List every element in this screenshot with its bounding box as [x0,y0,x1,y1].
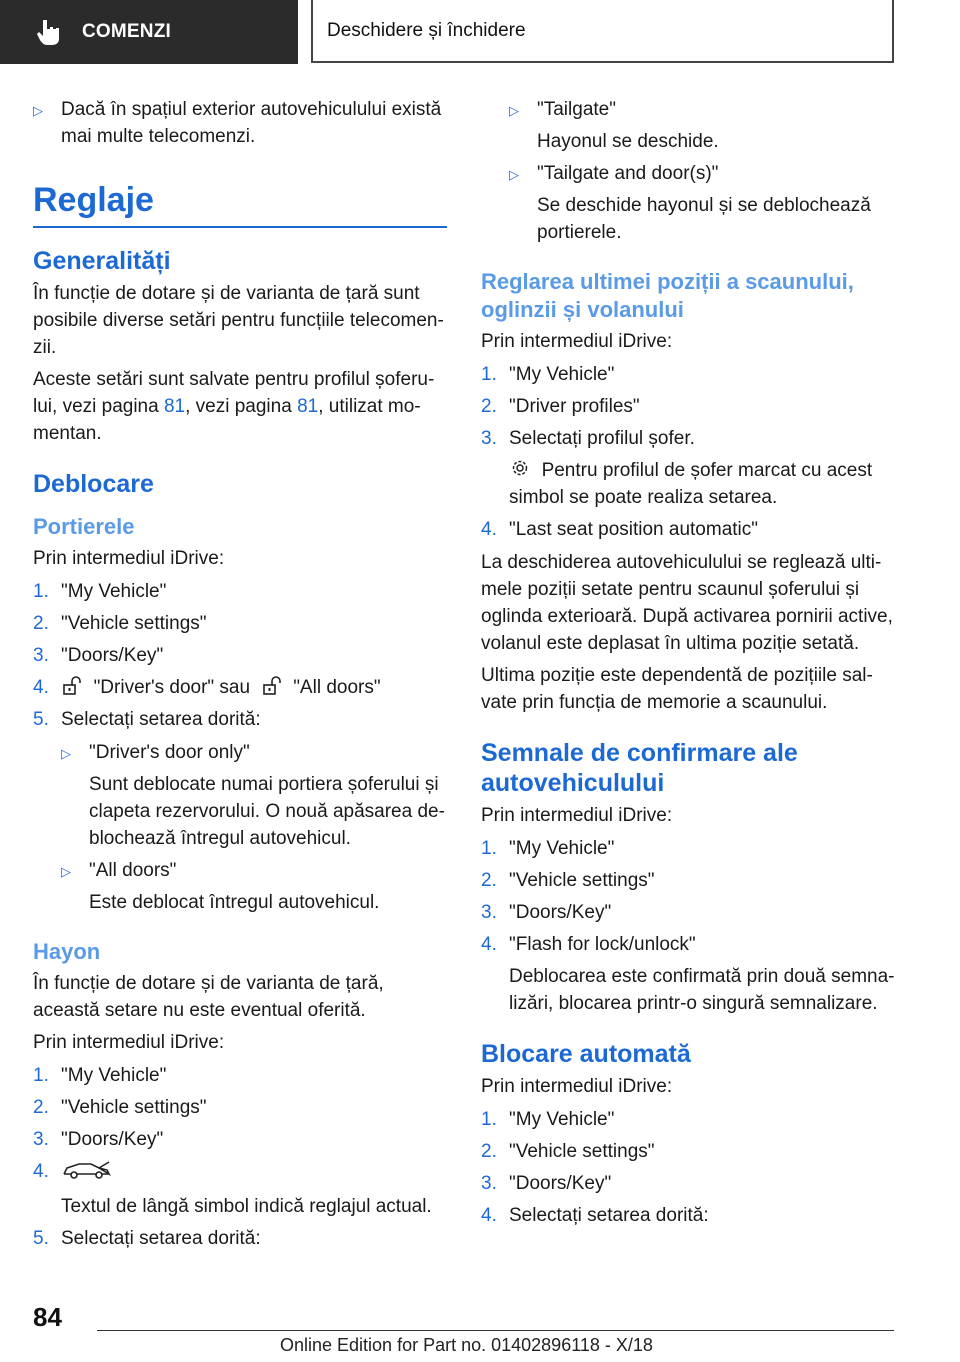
footer-edition: Online Edition for Part no. 01402896118 - X/18 [280,1335,653,1355]
list-item: 4. "Last seat position automatic" [481,519,759,540]
page-header [0,0,960,66]
triangle-bullet-icon: ▷ [61,746,71,761]
list-item: 2. "Vehicle settings" [481,1141,655,1162]
list-item: 2. "Vehicle settings" [481,870,655,891]
list-item: 1. "My Vehicle" [33,1065,167,1086]
unlock-icon [261,676,283,696]
list-item: 4. Textul de lângă simbol indică reglajul actual. [33,1158,447,1220]
list-item: 2. "Vehicle settings" [33,613,207,634]
steps-list [33,578,447,733]
hand-pointer-icon [34,17,64,47]
footer-divider [97,1330,894,1331]
car-tailgate-icon [61,1158,113,1180]
heading-autolock: Blocare automată [481,1040,691,1068]
paragraph: Prin intermediul iDrive: [481,331,673,352]
list-item: 5. Selectați setarea dorită: [33,709,261,730]
paragraph: Aceste setări sunt salvate pentru profilul șoferu‐lui, vezi pagina 81, vezi pagina 81, utilizat mo‐mentan. [33,369,435,444]
heading-confirm: Semnale de confirmare ale autovehiculului [481,739,798,797]
triangle-bullet-icon: ▷ [33,103,43,118]
steps-list [481,361,899,543]
list-item: ▷ "Tailgate and door(s)" Se deschide hayonul și se deblochează portierele. [481,160,899,246]
list-item: 3. Selectați profilul șofer. Pentru profilul de șofer marcat cu acest simbol se poate realiza setarea. [481,428,873,508]
list-item: 3. "Doors/Key" [33,645,164,666]
list-item: 2. "Vehicle settings" [33,1097,207,1118]
heading-general: Generalități [33,247,171,275]
paragraph: La deschiderea autovehiculului se reglează ulti‐mele poziții setate pentru scaunul șoferului și oglinda exterioară. După activarea pornirii active, volanul este deplasat în ultima poziție setată. [481,552,893,654]
triangle-bullet-icon: ▷ [509,167,519,182]
list-item: 3. "Doors/Key" [33,1129,164,1150]
list-item: 1. "My Vehicle" [481,1109,615,1130]
list-item: ▷ Dacă în spațiul exterior autovehiculului există mai multe telecomenzi. [33,96,447,150]
gear-icon [509,457,531,479]
list-item: 3. "Doors/Key" [481,1173,612,1194]
chapter-title: Deschidere și închidere [311,0,894,63]
steps-list [481,835,899,1017]
list-item: 4. Selectați setarea dorită: [481,1205,709,1226]
heading-doors: Portierele [33,514,135,539]
list-item: ▷ "Tailgate" Hayonul se deschide. [481,96,899,155]
list-item: 4. "Driver's door" sau "All doors" [33,677,381,698]
list-item: 4. "Flash for lock/unlock" Deblocarea este confirmată prin două semna‐lizări, blocarea printr-o singură semnalizare. [481,934,895,1014]
list-item: 2. "Driver profiles" [481,396,640,417]
page-number: 84 [33,1302,62,1332]
list-item: ▷ "Driver's door only" Sunt deblocate numai portiera șoferului și clapeta rezervorului. O nouă apăsarea de‐blochează întregul autovehicul. [61,739,447,852]
triangle-bullet-icon: ▷ [509,103,519,118]
paragraph: Prin intermediul iDrive: [33,548,225,569]
paragraph: În funcție de dotare și de varianta de țară sunt posibile diverse setări pentru funcțiile telecomen‐zii. [33,283,444,358]
paragraph: În funcție de dotare și de varianta de țară, această setare nu este eventual oferită. [33,973,384,1021]
list-item: 3. "Doors/Key" [481,902,612,923]
list-item: 1. "My Vehicle" [33,581,167,602]
left-column [33,96,447,1258]
options-list [481,96,899,246]
options-list [33,739,447,916]
paragraph: Ultima poziție este dependentă de pozițiile sal‐vate prin funcția de memorie a scaunului. [481,665,873,713]
paragraph: Prin intermediul iDrive: [33,1032,225,1053]
list-item: 1. "My Vehicle" [481,364,615,385]
page-title: Reglaje [33,181,154,219]
tab-home[interactable] [0,0,298,64]
heading-hayon: Hayon [33,939,101,964]
heading-unlock: Deblocare [33,470,154,498]
steps-list [481,1106,899,1229]
list-item: ▷ "All doors" Este deblocat întregul autovehicul. [61,857,447,916]
title-divider [33,226,447,228]
right-column [481,96,899,1235]
tab-home-label: COMENZI [82,21,172,42]
triangle-bullet-icon: ▷ [61,864,71,879]
paragraph: Prin intermediul iDrive: [481,805,673,826]
page-link[interactable]: 81 [163,396,186,417]
list-item: 1. "My Vehicle" [481,838,615,859]
page-link[interactable]: 81 [297,396,319,417]
steps-list [33,1062,447,1252]
paragraph: Prin intermediul iDrive: [481,1076,673,1097]
unlock-icon [61,676,83,696]
list-item: 5. Selectați setarea dorită: [33,1228,261,1249]
heading-memory: Reglarea ultimei poziții a scaunului, oglinzii și volanului [481,269,854,322]
